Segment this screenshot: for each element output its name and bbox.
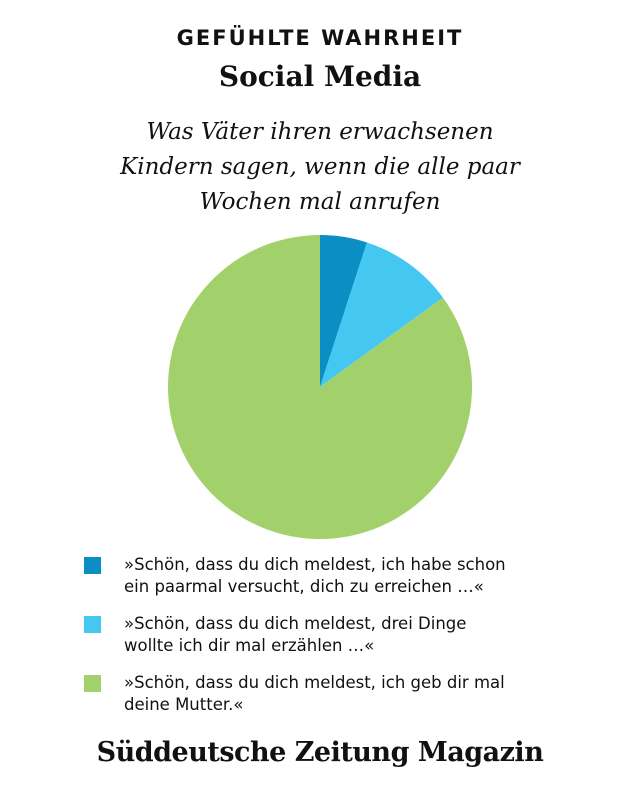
subtitle-line: Wochen mal anrufen: [199, 189, 441, 215]
legend-item: [84, 672, 584, 716]
legend-label: »Schön, dass du dich meldest, ich habe schon ein paarmal versucht, dich zu erreichen …«: [124, 555, 506, 596]
subtitle-line: Kindern sagen, wenn die alle paar: [120, 154, 520, 180]
chart-subtitle: [60, 115, 580, 220]
legend: [84, 554, 584, 731]
legend-swatch: [84, 675, 101, 692]
subtitle-line: Was Väter ihren erwachsenen: [146, 119, 494, 145]
brand-logo: Süddeutsche Zeitung Magazin: [96, 737, 544, 768]
legend-swatch: [84, 557, 101, 574]
legend-label: »Schön, dass du dich meldest, drei Dinge wollte ich dir mal erzählen …«: [124, 614, 467, 655]
chart-title: Social Media: [218, 60, 422, 93]
pie-chart: [160, 227, 480, 547]
kicker: GEFÜHLTE WAHRHEIT: [176, 26, 464, 50]
legend-label: »Schön, dass du dich meldest, ich geb dir mal deine Mutter.«: [124, 673, 505, 714]
legend-item: [84, 613, 584, 657]
legend-swatch: [84, 616, 101, 633]
legend-item: [84, 554, 584, 598]
